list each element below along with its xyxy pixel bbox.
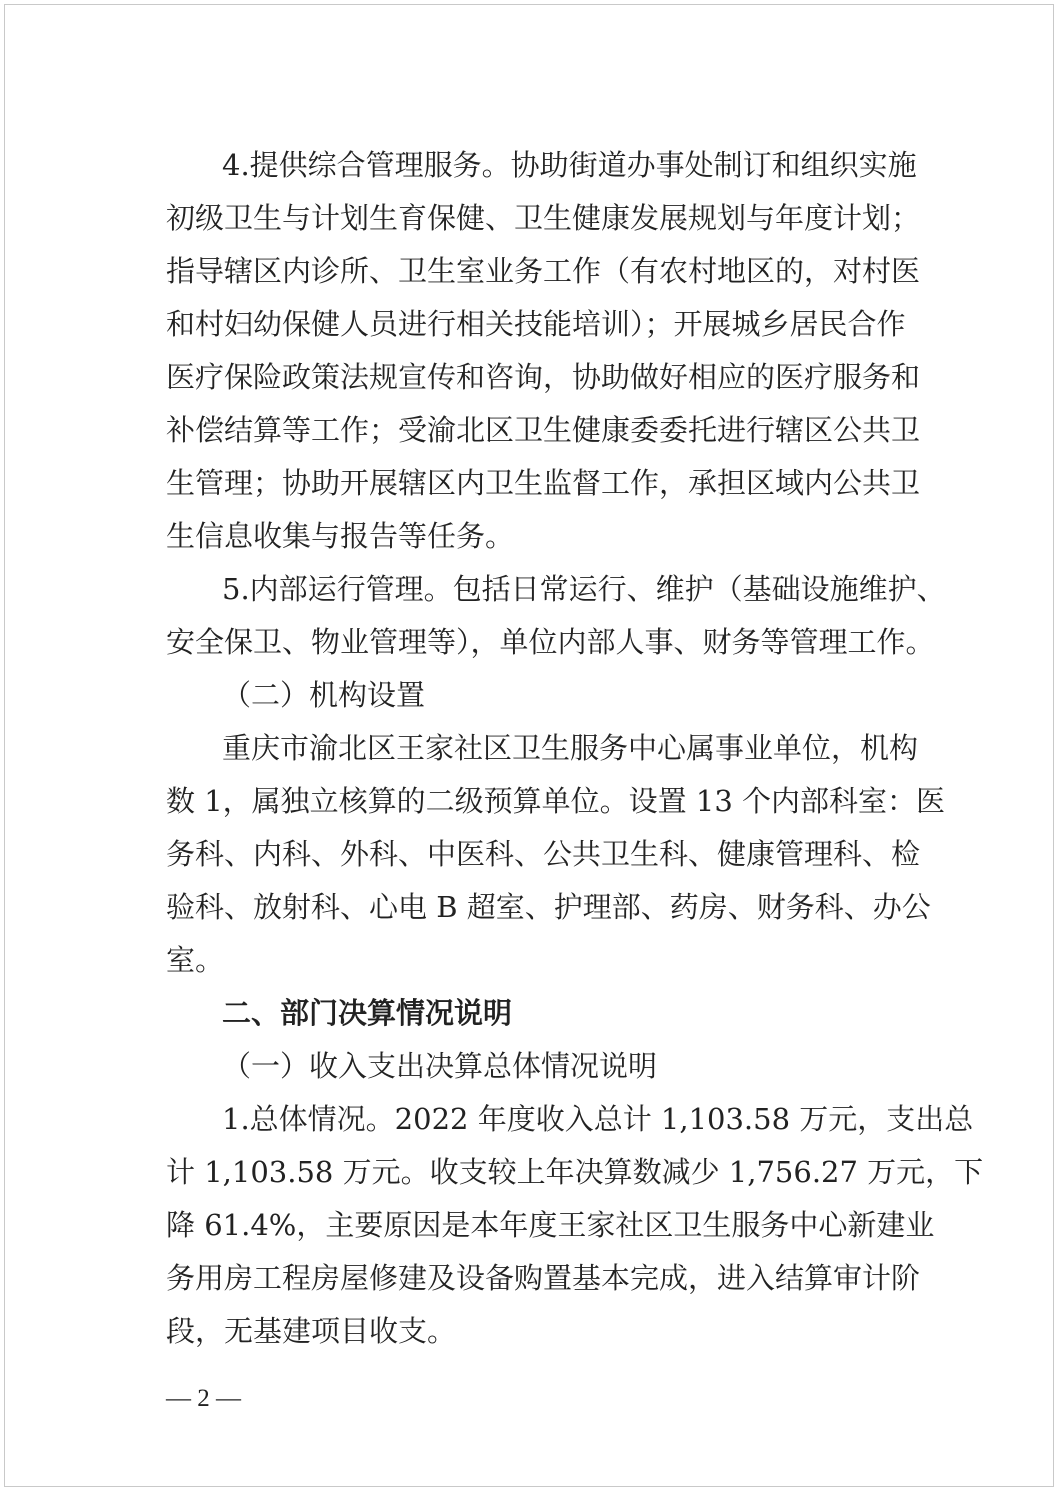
line-text: 验科、放射科、心电 B 超室、护理部、药房、财务科、办公 [166, 890, 931, 924]
paragraph-line [0, 938, 1060, 982]
line-text: （一）收入支出决算总体情况说明 [222, 1049, 658, 1083]
paragraph-line [0, 1309, 1060, 1353]
line-text: （二）机构设置 [222, 678, 426, 712]
line-text: 5.内部运行管理。包括日常运行、维护（基础设施维护、 [222, 572, 946, 606]
line-text: 医疗保险政策法规宣传和咨询，协助做好相应的医疗服务和 [166, 360, 921, 394]
line-text: 计 1,103.58 万元。收支较上年决算数减少 1,756.27 万元，下 [166, 1155, 984, 1189]
line-text: 初级卫生与计划生育保健、卫生健康发展规划与年度计划； [166, 201, 921, 235]
paragraph-line [0, 1256, 1060, 1300]
paragraph-line [0, 461, 1060, 505]
paragraph-line [0, 567, 1060, 611]
line-text: 生信息收集与报告等任务。 [166, 519, 515, 553]
line-text: 1.总体情况。2022 年度收入总计 1,103.58 万元，支出总 [222, 1102, 974, 1136]
line-text: 生管理；协助开展辖区内卫生监督工作，承担区域内公共卫 [166, 466, 921, 500]
line-text: 4.提供综合管理服务。协助街道办事处制订和组织实施 [222, 148, 917, 182]
section-subheading [0, 1044, 1060, 1088]
paragraph-line [0, 302, 1060, 346]
paragraph-line [0, 1150, 1060, 1194]
paragraph-line [0, 832, 1060, 876]
paragraph-line [0, 620, 1060, 664]
paragraph-line [0, 1097, 1060, 1141]
line-text: 安全保卫、物业管理等），单位内部人事、财务等管理工作。 [166, 625, 935, 659]
paragraph-line [0, 514, 1060, 558]
paragraph-line [0, 355, 1060, 399]
page-number: — 2 — [166, 1385, 241, 1412]
line-text: 降 61.4%，主要原因是本年度王家社区卫生服务中心新建业 [166, 1208, 935, 1242]
line-text: 务科、内科、外科、中医科、公共卫生科、健康管理科、检 [166, 837, 921, 871]
line-text: 和村妇幼保健人员进行相关技能培训）；开展城乡居民合作 [166, 307, 906, 341]
line-text: 务用房工程房屋修建及设备购置基本完成，进入结算审计阶 [166, 1261, 921, 1295]
line-text: 段，无基建项目收支。 [166, 1314, 457, 1348]
paragraph-line [0, 408, 1060, 452]
line-text: 重庆市渝北区王家社区卫生服务中心属事业单位，机构 [222, 731, 919, 765]
line-text: 指导辖区内诊所、卫生室业务工作（有农村地区的，对村医 [166, 254, 921, 288]
section-heading [0, 991, 1060, 1035]
paragraph-line [0, 249, 1060, 293]
paragraph-line [0, 726, 1060, 770]
line-text: 补偿结算等工作；受渝北区卫生健康委委托进行辖区公共卫 [166, 413, 921, 447]
paragraph-line [0, 1203, 1060, 1247]
section-subheading [0, 673, 1060, 717]
paragraph-line [0, 885, 1060, 929]
paragraph-line [0, 143, 1060, 187]
paragraph-line [0, 779, 1060, 823]
line-text: 二、部门决算情况说明 [222, 996, 513, 1030]
paragraph-line [0, 196, 1060, 240]
line-text: 数 1，属独立核算的二级预算单位。设置 13 个内部科室：医 [166, 784, 946, 818]
line-text: 室。 [166, 943, 225, 977]
